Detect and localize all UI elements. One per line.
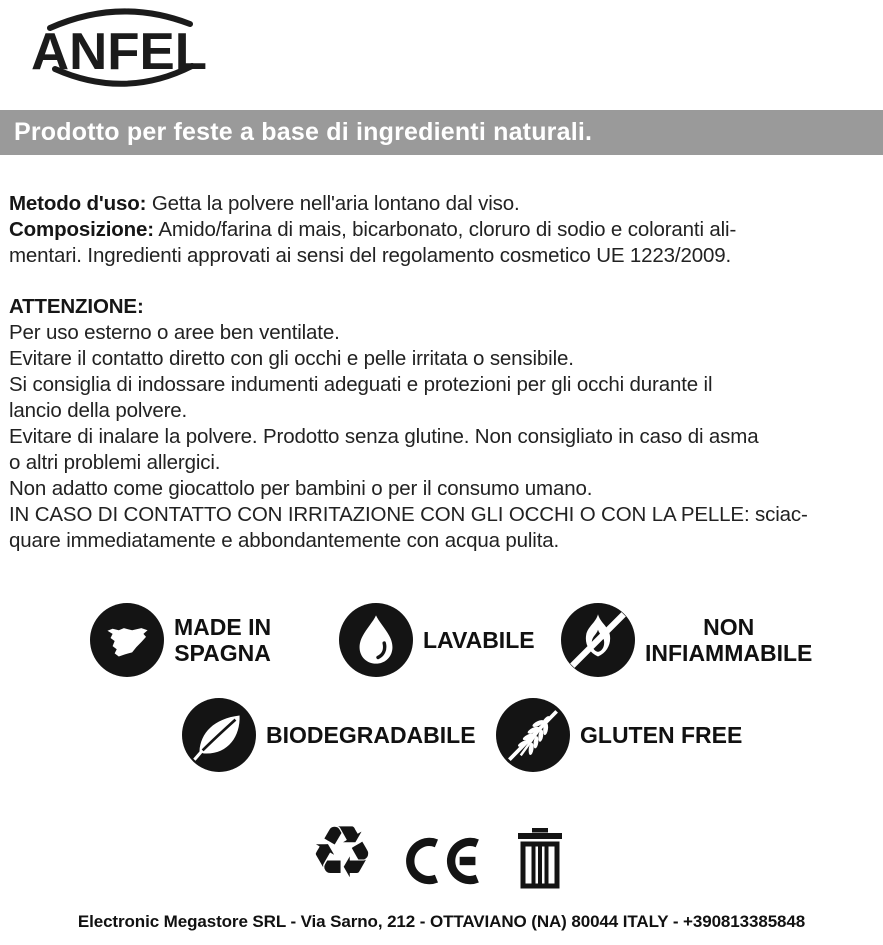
wheat-crossed-icon	[496, 698, 570, 772]
water-drop-icon	[339, 603, 413, 677]
badge-label-line: BIODEGRADABILE	[266, 722, 476, 748]
brand-logo	[28, 3, 210, 97]
composition-text-2: mentari. Ingredienti approvati ai sensi del regolamento cosmetico UE 1223/2009.	[9, 244, 732, 267]
badge-gluten-free	[496, 698, 742, 772]
composition-line-2	[9, 243, 879, 269]
badge-label	[580, 722, 742, 748]
warning-section	[9, 294, 879, 554]
manufacturer-footer: Electronic Megastore SRL - Via Sarno, 212 - OTTAVIANO (NA) 80044 ITALY - +390813385848	[77, 912, 806, 931]
warning-line: Si consiglia di indossare indumenti adeguati e protezioni per gli occhi durante il	[9, 373, 713, 396]
badge-lavabile	[339, 603, 535, 677]
warning-line: o altri problemi allergici.	[9, 451, 221, 474]
badge-label	[423, 627, 535, 653]
badge-label-line: LAVABILE	[423, 627, 535, 653]
usage-text: Getta la polvere nell'aria lontano dal viso.	[146, 192, 520, 215]
usage-section	[9, 191, 879, 269]
badge-biodegradabile	[182, 698, 476, 772]
leaf-icon	[182, 698, 256, 772]
recycle-icon: ♻	[309, 810, 375, 894]
warning-heading	[9, 294, 879, 320]
warning-heading-text: ATTENZIONE:	[9, 295, 144, 318]
trash-bin-icon	[517, 828, 563, 889]
badge-label-line: SPAGNA	[174, 640, 271, 666]
ce-mark-icon	[400, 835, 484, 887]
warning-line: Per uso esterno o aree ben ventilate.	[9, 321, 340, 344]
usage-line	[9, 191, 879, 217]
badge-label	[174, 614, 271, 666]
no-flame-icon	[561, 603, 635, 677]
badge-label-line: INFIAMMABILE	[645, 640, 813, 666]
badge-made-in-spagna	[90, 603, 271, 677]
warning-line: Evitare il contatto diretto con gli occhi e pelle irritata o sensibile.	[9, 347, 574, 370]
product-tagline-banner: Prodotto per feste a base di ingredienti naturali.	[0, 110, 883, 155]
badge-label	[266, 722, 476, 748]
composition-label: Composizione:	[9, 218, 154, 241]
badge-non-infiammabile	[561, 603, 812, 677]
composition-line	[9, 217, 879, 243]
usage-label: Metodo d'uso:	[9, 192, 147, 215]
badge-label	[645, 614, 812, 666]
badge-label-line: NON	[703, 614, 755, 640]
badge-label-line: GLUTEN FREE	[580, 722, 743, 748]
warning-line: IN CASO DI CONTATTO CON IRRITAZIONE CON GLI OCCHI O CON LA PELLE: sciac-	[9, 503, 808, 526]
logo-text: ANFEL	[31, 23, 207, 81]
warning-line: lancio della polvere.	[9, 399, 188, 422]
badge-label-line: MADE IN	[174, 614, 272, 640]
warning-line: Non adatto come giocattolo per bambini o per il consumo umano.	[9, 477, 593, 500]
warning-line: quare immediatamente e abbondantemente con acqua pulita.	[9, 529, 560, 552]
anfel-logo-icon	[28, 3, 210, 97]
composition-text: Amido/farina di mais, bicarbonato, cloruro di sodio e coloranti ali-	[153, 218, 737, 241]
warning-line: Evitare di inalare la polvere. Prodotto senza glutine. Non consigliato in caso di asma	[9, 425, 759, 448]
spain-map-icon	[90, 603, 164, 677]
